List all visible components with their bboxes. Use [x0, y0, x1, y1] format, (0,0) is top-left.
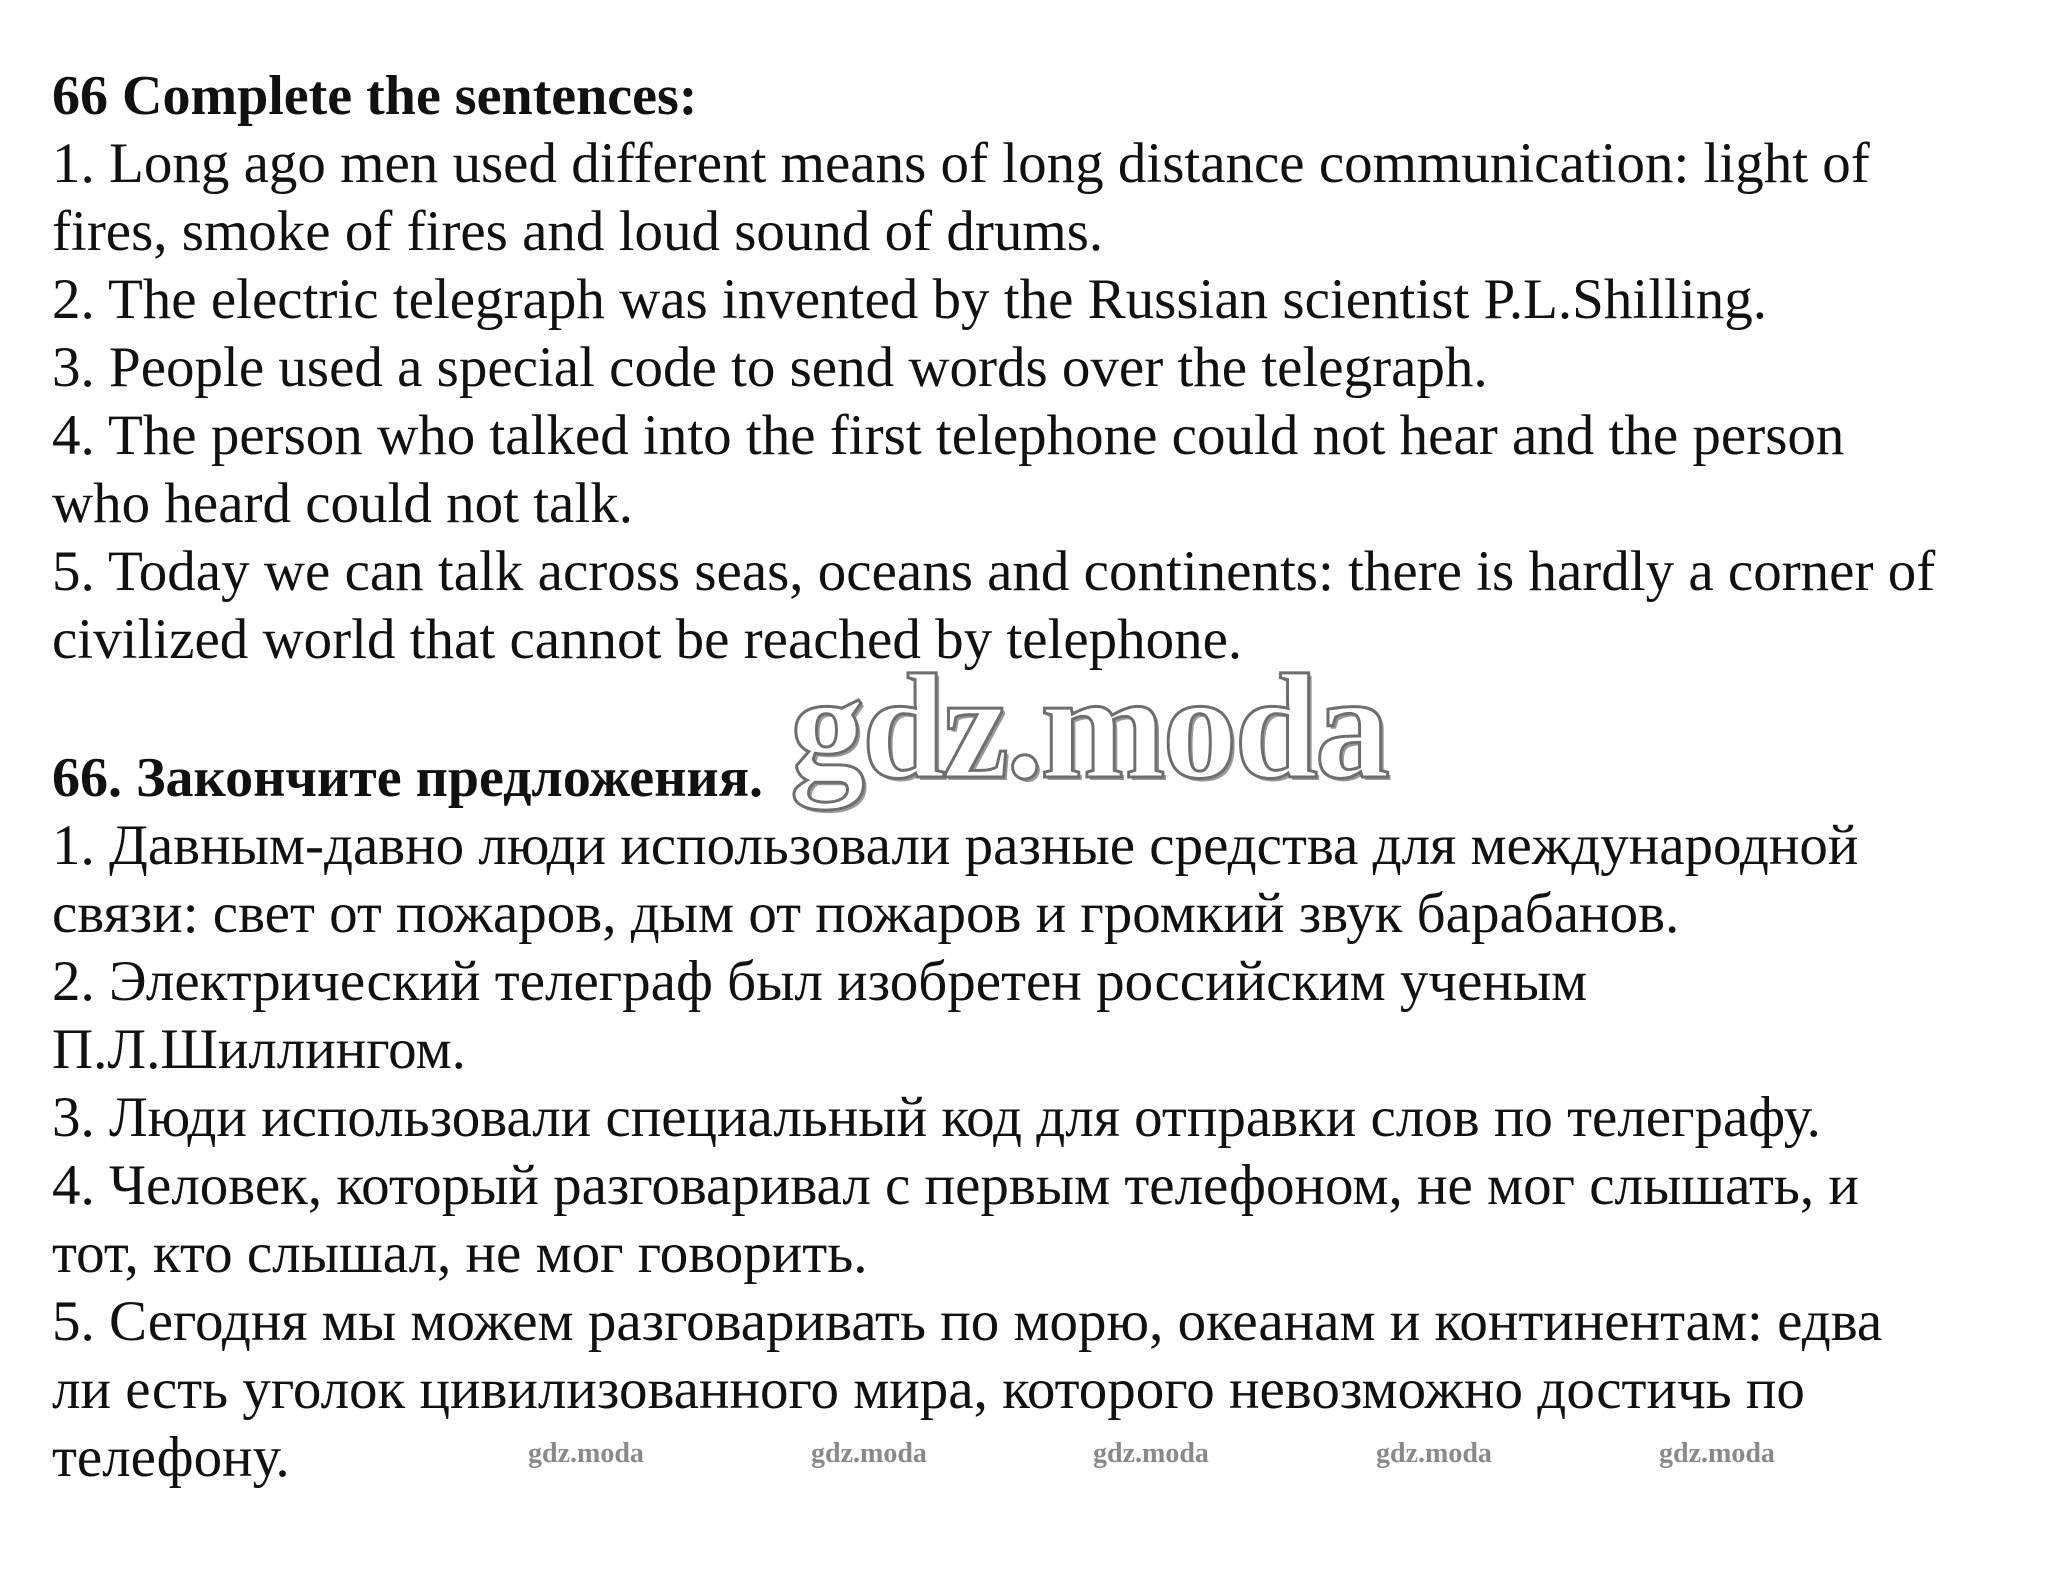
english-line-8: civilized world that cannot be reached by telephone. — [52, 608, 1243, 671]
english-line-6: who heard could not talk. — [52, 472, 633, 535]
english-line-4: 3. People used a special code to send words over the telegraph. — [52, 336, 1488, 399]
english-line-2: fires, smoke of fires and loud sound of drums. — [52, 200, 1104, 263]
english-line-7: 5. Today we can talk across seas, oceans and continents: there is hardly a corner of — [52, 540, 1936, 603]
english-line-1: 1. Long ago men used different means of long distance communication: light of — [52, 132, 1870, 195]
russian-line-4: П.Л.Шиллингом. — [52, 1018, 466, 1081]
small-watermark-4: gdz.moda — [1376, 1438, 1492, 1469]
russian-line-2: связи: свет от пожаров, дым от пожаров и громкий звук барабанов. — [52, 882, 1680, 945]
russian-line-10: телефону. — [52, 1426, 290, 1489]
russian-line-3: 2. Электрический телеграф был изобретен российским ученым — [52, 950, 1588, 1013]
russian-line-1: 1. Давным-давно люди использовали разные средства для международной — [52, 814, 1859, 877]
russian-line-9: ли есть уголок цивилизованного мира, которого невозможно достичь по — [52, 1358, 1805, 1421]
small-watermark-2: gdz.moda — [811, 1438, 927, 1469]
english-heading: 66 Complete the sentences: — [52, 65, 698, 127]
document-page — [52, 62, 2042, 1492]
section-gap — [52, 674, 2042, 744]
large-watermark-logo: gdz.moda — [790, 644, 1387, 810]
russian-line-8: 5. Сегодня мы можем разговаривать по морю, океанам и континентам: едва — [52, 1290, 1883, 1353]
small-watermark-5: gdz.moda — [1659, 1438, 1775, 1469]
russian-line-7: тот, кто слышал, не мог говорить. — [52, 1222, 868, 1285]
small-watermark-1: gdz.moda — [528, 1438, 644, 1469]
russian-line-5: 3. Люди использовали специальный код для отправки слов по телеграфу. — [52, 1086, 1821, 1149]
english-line-5: 4. The person who talked into the first telephone could not hear and the person — [52, 404, 1845, 467]
small-watermark-3: gdz.moda — [1093, 1438, 1209, 1469]
russian-line-6: 4. Человек, который разговаривал с первым телефоном, не мог слышать, и — [52, 1154, 1859, 1217]
english-line-3: 2. The electric telegraph was invented by the Russian scientist P.L.Shilling. — [52, 268, 1767, 331]
russian-heading: 66. Закончите предложения. — [52, 747, 763, 809]
